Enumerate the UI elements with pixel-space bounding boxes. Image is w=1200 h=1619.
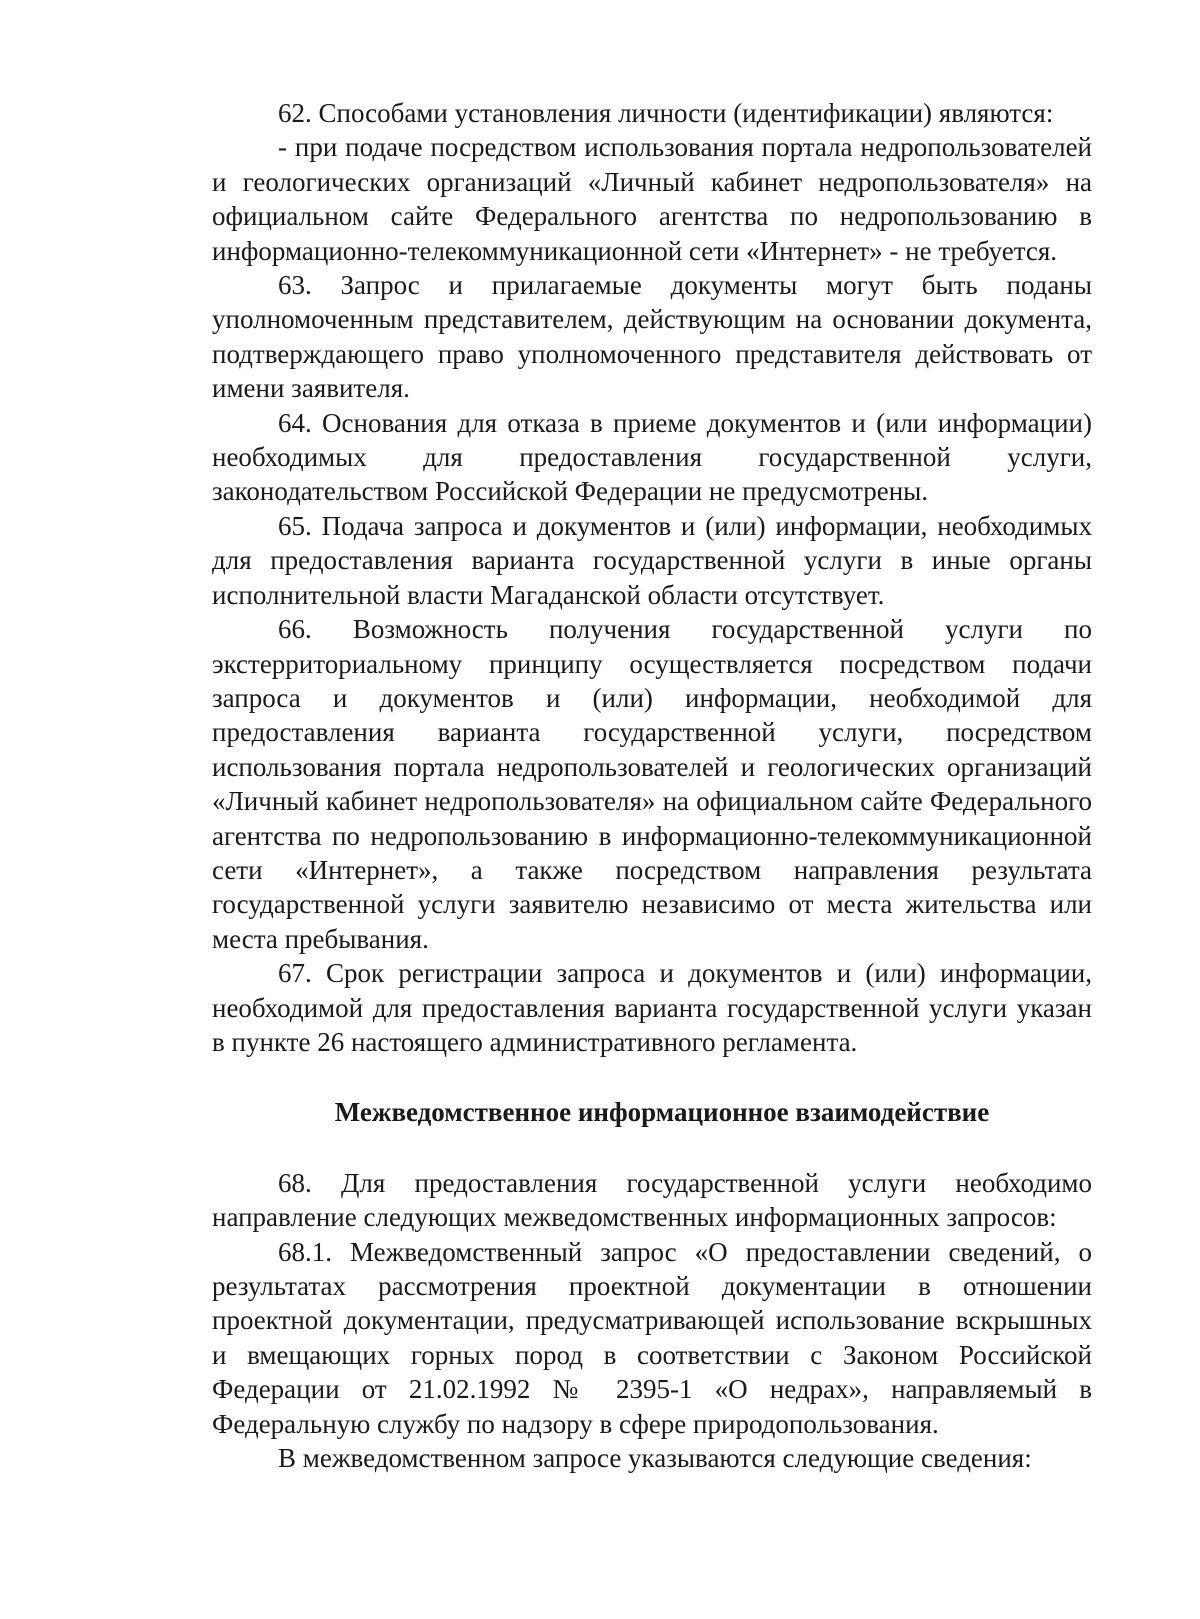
document-body <box>212 96 1092 1475</box>
paragraph-68: 68. Для предоставления государственной услуги необходимо направление следующих межведомственных информационных запросов: <box>212 1167 1092 1233</box>
section-heading: Межведомственное информационное взаимодействие <box>334 1097 990 1128</box>
paragraph-68-1: 68.1. Межведомственный запрос «О предоставлении сведений, о результатах рассмотрения проектной документации в отношении проектной документации, предусматривающей использование вскрышных и вмещающих горных пород в соответствии с Законом Российской Федерации от 21.02.1992 № 2395-1 «О недрах», направляемый в Федеральную службу по надзору в сфере природопользования. <box>212 1236 1092 1439</box>
paragraph-62-item: - при подаче посредством использования портала недропользователей и геологических организаций «Личный кабинет недропользователя» на официальном сайте Федерального агентства по недропользованию в информационно-телекоммуникационной сети «Интернет» - не требуется. <box>212 132 1092 266</box>
paragraph-66: 66. Возможность получения государственной услуги по экстерриториальному принципу осуществляется посредством подачи запроса и документов и (или) информации, необходимой для предоставления варианта государственной услуги, посредством использования портала недропользователей и геологических организаций «Личный кабинет недропользователя» на официальном сайте Федерального агентства по недропользованию в информационно-телекоммуникационной сети «Интернет», а также посредством направления результата государственной услуги заявителю независимо от места жительства или места пребывания. <box>212 614 1092 954</box>
paragraph-67: 67. Срок регистрации запроса и документов и (или) информации, необходимой для предоставления варианта государственной услуги указан в пункте 26 настоящего административного регламента. <box>212 958 1092 1057</box>
paragraph-request-info: В межведомственном запросе указываются следующие сведения: <box>278 1443 1032 1474</box>
paragraph-64: 64. Основания для отказа в приеме документов и (или информации) необходимых для предоставления государственной услуги, законодательством Российской Федерации не предусмотрены. <box>212 407 1092 507</box>
paragraph-62: 62. Способами установления личности (идентификации) являются: <box>278 98 1054 128</box>
paragraph-63: 63. Запрос и прилагаемые документы могут быть поданы уполномоченным представителем, действующим на основании документа, подтверждающего право уполномоченного представителя действовать от имени заявителя. <box>212 270 1092 404</box>
paragraph-65: 65. Подача запроса и документов и (или) информации, необходимых для предоставления варианта государственной услуги в иные органы исполнительной власти Магаданской области отсутствует. <box>212 510 1092 610</box>
